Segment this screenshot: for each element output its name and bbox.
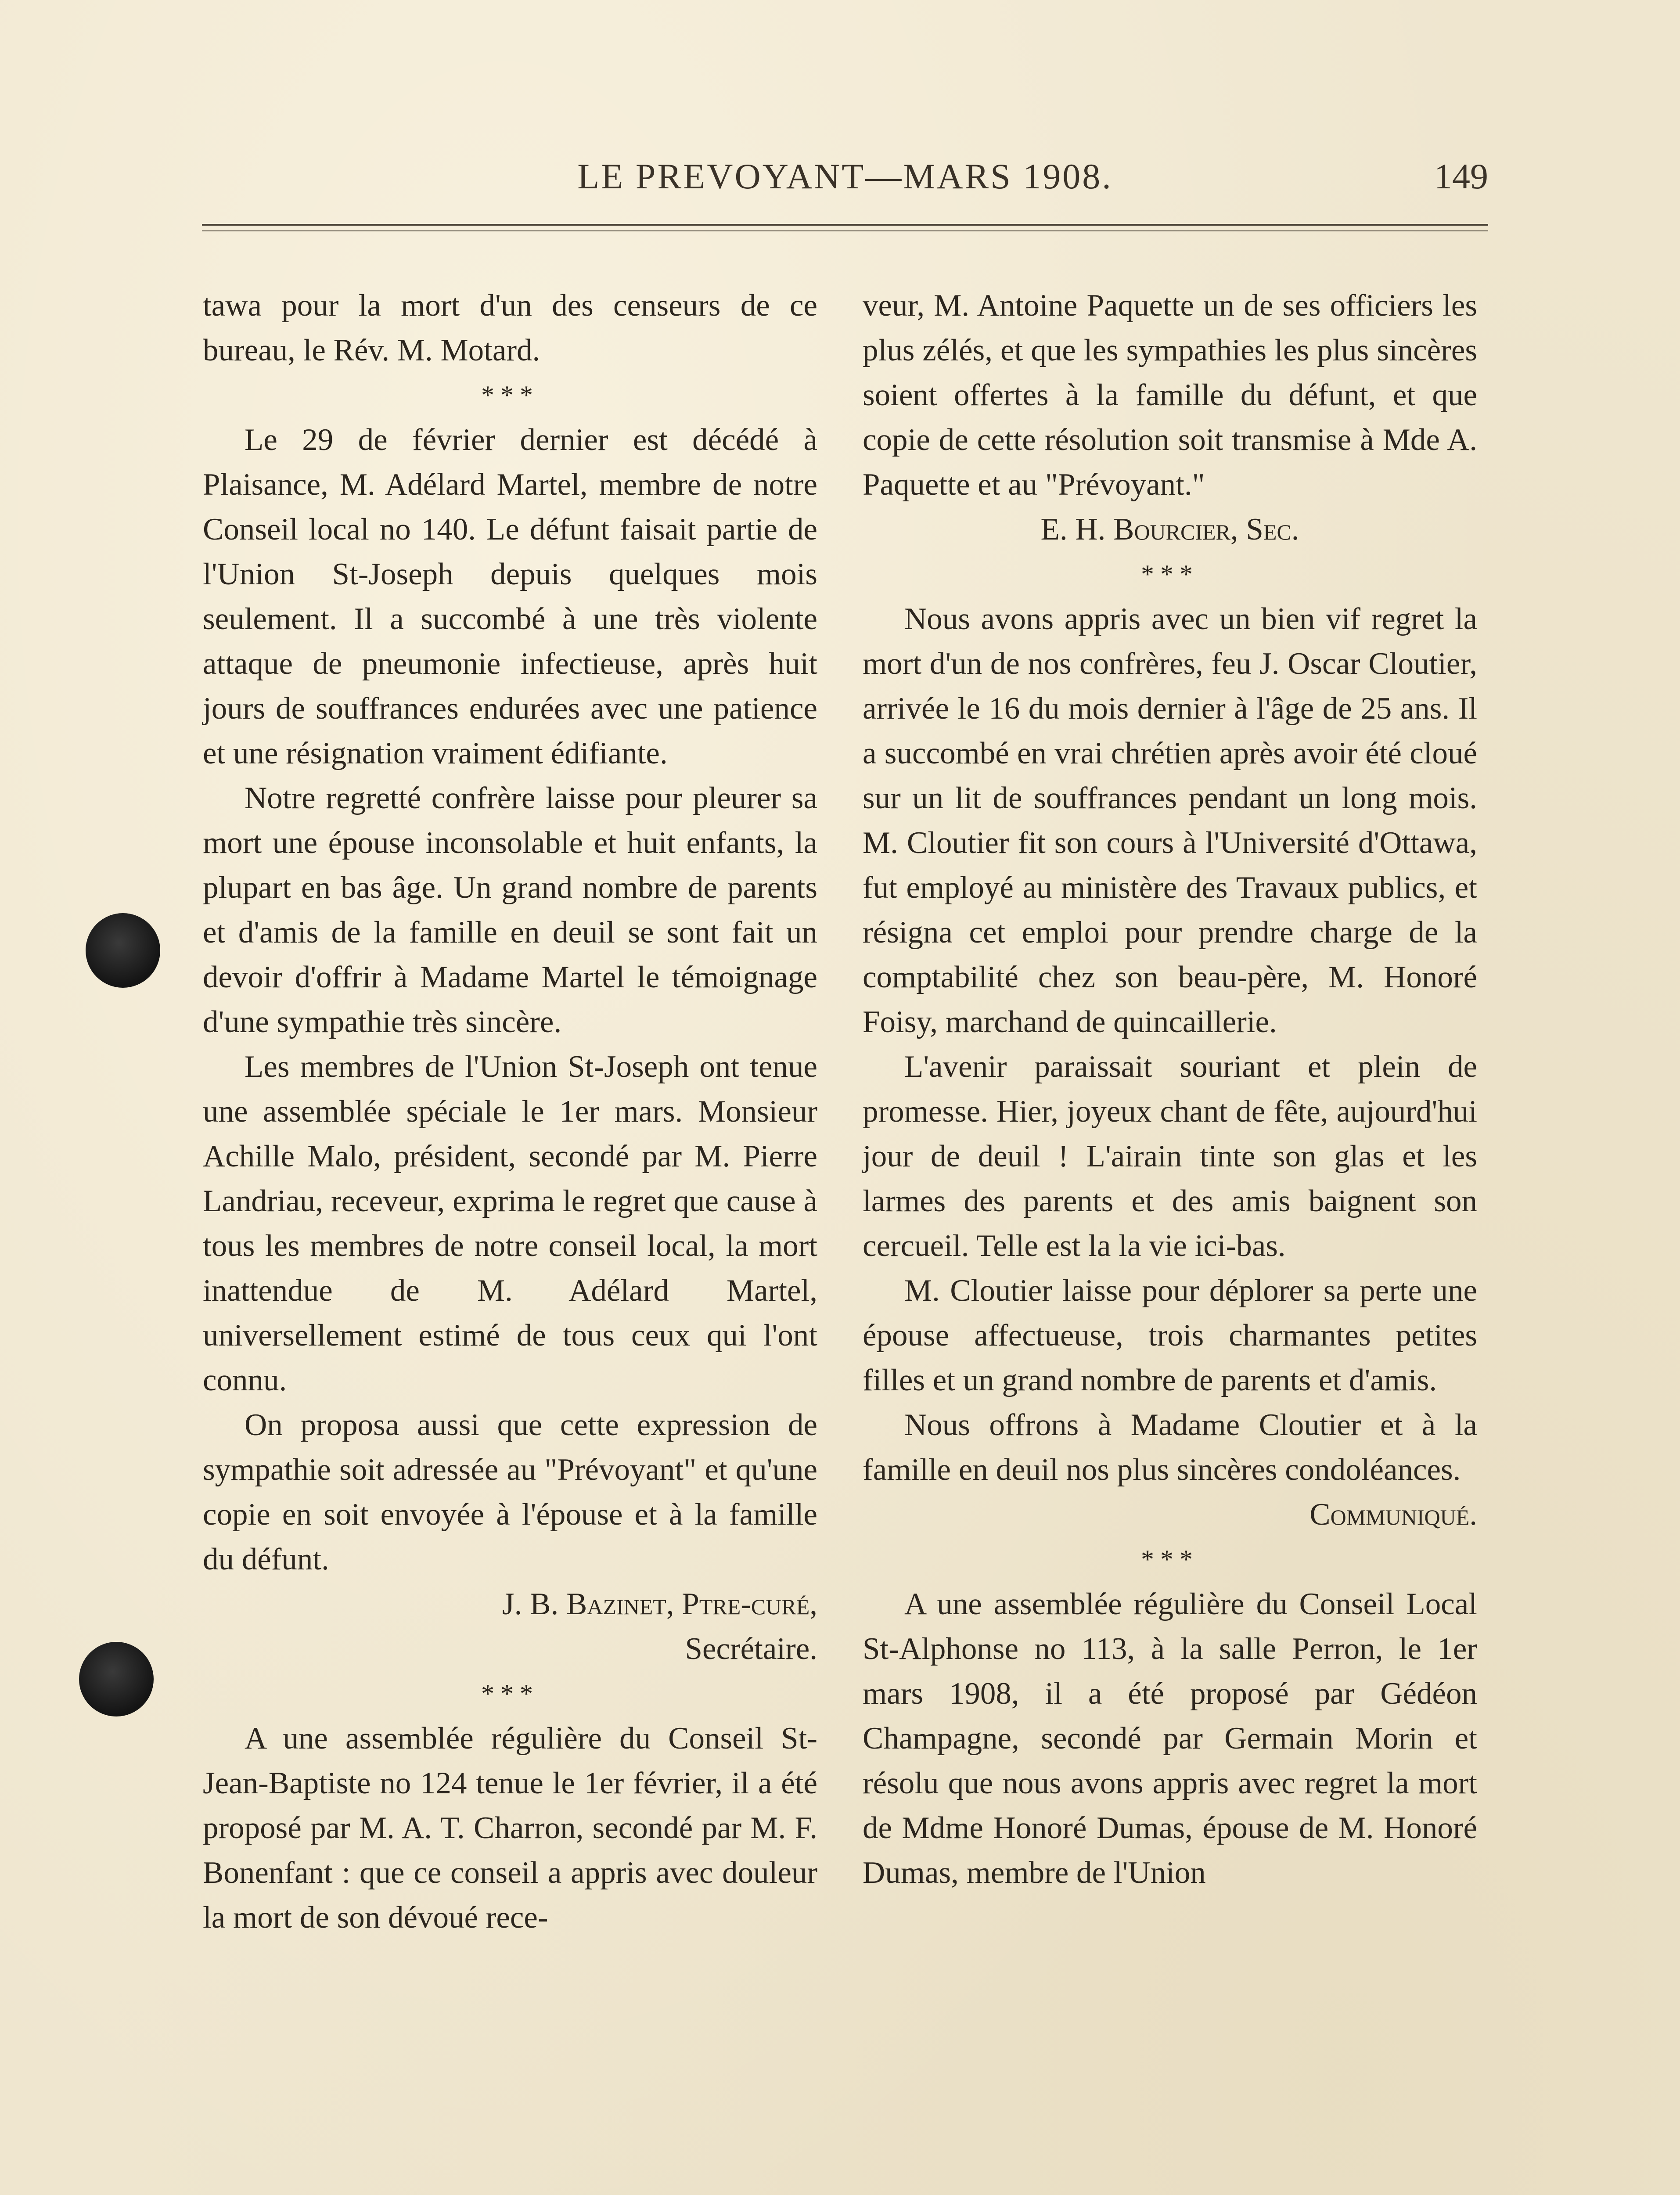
paragraph: Nous offrons à Madame Cloutier et à la famille en deuil nos plus sincères condoléances. xyxy=(863,1408,1477,1487)
punch-hole xyxy=(86,913,160,988)
signature-name: Communiqué. xyxy=(1309,1497,1477,1532)
signature xyxy=(863,507,1477,552)
paragraph: L'avenir paraissait souriant et plein de promesse. Hier, joyeux chant de fête, aujourd'hui jour de deuil ! L'airain tinte son glas et les larmes des parents et des amis baignent son cercueil. Telle est la la vie ici-bas. xyxy=(863,1050,1477,1263)
signature-name: J. B. Bazinet, Ptre-curé, xyxy=(502,1587,817,1621)
paragraph: Les membres de l'Union St-Joseph ont tenue une assemblée spéciale le 1er mars. Monsieur Achille Malo, président, secondé par M. Pierre Landriau, receveur, exprima le regret que cause à tous les membres de notre conseil local, la mort inattendue de M. Adélard Martel, universellement estimé de tous ceux qui l'ont connu. xyxy=(203,1050,817,1397)
paragraph: On proposa aussi que cette expression de sympathie soit adressée au "Prévoyant" et qu'une copie en soit envoyée à l'épouse et à la famille du défunt. xyxy=(203,1408,817,1576)
page-number: 149 xyxy=(1434,156,1488,196)
paragraph: Le 29 de février dernier est décédé à Plaisance, M. Adélard Martel, membre de notre Conseil local no 140. Le défunt faisait partie de l'Union St-Joseph depuis quelques mois seulement. Il a succombé à une très violente attaque de pneumonie infectieuse, après huit jours de souffrances endurées avec une patience et une résignation vraiment édifiante. xyxy=(203,423,817,770)
paragraph: M. Cloutier laisse pour déplorer sa perte une épouse affectueuse, trois charmantes petites filles et un grand nombre de parents et d'amis. xyxy=(863,1274,1477,1397)
signature-role: Secrétaire. xyxy=(685,1632,817,1666)
punch-hole xyxy=(79,1642,154,1716)
right-column xyxy=(863,283,1477,1895)
paragraph: tawa pour la mort d'un des censeurs de ce bureau, le Rév. M. Motard. xyxy=(203,288,817,367)
signature xyxy=(863,1492,1477,1537)
header-rule-thick xyxy=(202,224,1488,226)
paragraph: veur, M. Antoine Paquette un de ses officiers les plus zélés, et que les sympathies les plus sincères soient offertes à la famille du défunt, et que copie de cette résolution soit transmise à Mde A. Paquette et au "Prévoyant." xyxy=(863,288,1477,502)
signature xyxy=(203,1582,817,1626)
section-separator: *** xyxy=(481,1679,539,1708)
running-title: LE PREVOYANT—MARS 1908. xyxy=(577,156,1113,196)
section-separator: *** xyxy=(481,381,539,410)
section-separator: *** xyxy=(1141,560,1199,589)
paragraph: A une assemblée régulière du Conseil St-Jean-Baptiste no 124 tenue le 1er février, il a été proposé par M. A. T. Charron, secondé par M. F. Bonenfant : que ce conseil a appris avec douleur la mort de son dévoué rece- xyxy=(203,1721,817,1935)
left-column xyxy=(203,283,817,1940)
section-separator: *** xyxy=(1141,1545,1199,1574)
paragraph: Nous avons appris avec un bien vif regret la mort d'un de nos confrères, feu J. Oscar Cloutier, arrivée le 16 du mois dernier à l'âge de 25 ans. Il a succombé en vrai chrétien après avoir été cloué sur un lit de souffrances pendant un long mois. M. Cloutier fit son cours à l'Université d'Ottawa, fut employé au ministère des Travaux publics, et résigna cet emploi pour prendre charge de la comptabilité chez son beau-père, M. Honoré Foisy, marchand de quincaillerie. xyxy=(863,602,1477,1039)
paragraph: Notre regretté confrère laisse pour pleurer sa mort une épouse inconsolable et huit enfants, la plupart en bas âge. Un grand nombre de parents et d'amis de la famille en deuil se sont fait un devoir d'offrir à Madame Martel le témoignage d'une sympathie très sincère. xyxy=(203,781,817,1039)
header-rule-thin xyxy=(202,230,1488,231)
page-header xyxy=(202,156,1488,204)
paragraph: A une assemblée régulière du Conseil Local St-Alphonse no 113, à la salle Perron, le 1er mars 1908, il a été proposé par Gédéon Champagne, secondé par Germain Morin et résolu que nous avons appris avec regret la mort de Mdme Honoré Dumas, épouse de M. Honoré Dumas, membre de l'Union xyxy=(863,1587,1477,1890)
signature-name: E. H. Bourcier, Sec. xyxy=(1040,512,1299,547)
